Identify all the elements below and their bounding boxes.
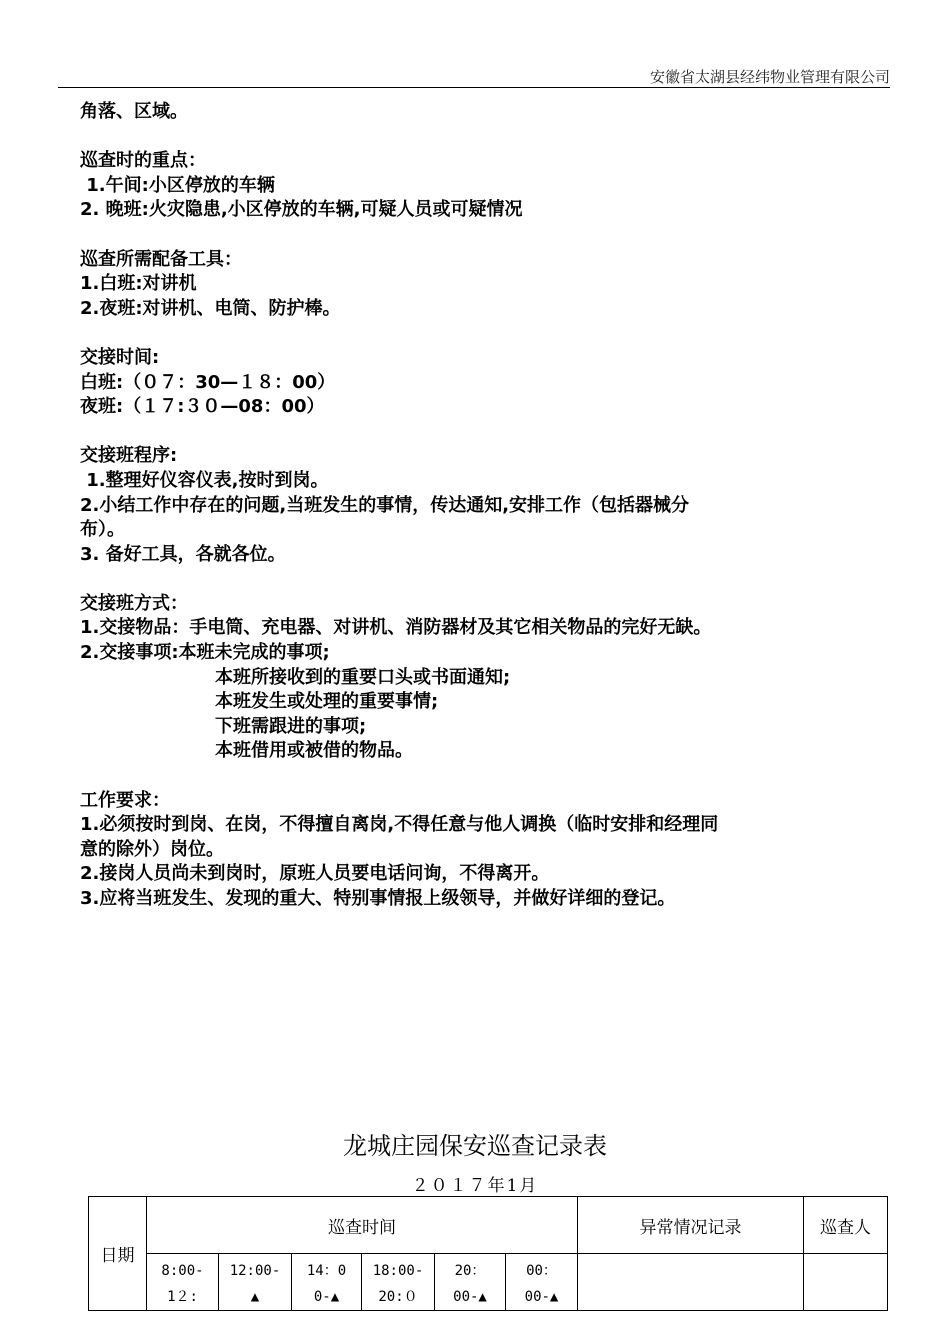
text-line: 1.白班:对讲机 [80,273,197,295]
text-line: 1.午间:小区停放的车辆 [80,174,275,196]
time-slot: 00： 00-▲ [506,1254,578,1311]
text-line: 角落、区域。 [80,101,188,122]
table-date: ２０１７年1月 [411,1176,539,1196]
header-abnormal-record: 异常情况记录 [578,1197,804,1254]
text-line: 2.交接事项:本班未完成的事项; [80,642,330,664]
text-line: 巡查所需配备工具： [80,248,242,270]
text-line: 2.小结工作中存在的问题,当班发生的事情，传达通知,安排工作（包括器械分 [80,494,690,516]
text-line: 交接班方式： [80,592,188,614]
blank-line [80,223,880,248]
text-line: 1.整理好仪容仪表,按时到岗。 [80,469,329,491]
text-line: 2. 晚班:火灾隐患,小区停放的车辆,可疑人员或可疑情况 [80,199,523,221]
document-body [80,100,880,912]
patrol-record-table [88,1196,888,1311]
inspector-cell[interactable] [804,1254,888,1311]
text-line: 2.接岗人员尚未到岗时，原班人员要电话问询，不得离开。 [80,863,550,885]
table-title: 龙城庄园保安巡查记录表 [343,1132,607,1160]
text-line: 3.应将当班发生、发现的重大、特别事情报上级领导，并做好详细的登记。 [80,888,676,909]
time-slot: 8:00- 1２: [147,1254,219,1311]
header-divider [58,87,890,88]
text-line: 本班借用或被借的物品。 [215,740,413,762]
header-inspector: 巡查人 [804,1197,888,1254]
text-line: 巡查时的重点： [80,150,206,172]
text-line: 夜班:（１７:３０—08：00） [80,396,325,418]
company-name: 安徽省太湖县经纬物业管理有限公司 [649,68,890,86]
text-line: 本班所接收到的重要口头或书面通知; [215,666,511,688]
blank-line [80,321,880,346]
text-line: 1.必须按时到岗、在岗，不得擅自离岗,不得任意与他人调换（临时安排和经理同 [80,814,719,836]
blank-line [80,420,880,445]
text-line: 布）。 [80,519,125,541]
time-slot: 12:00- ▲ [219,1254,292,1311]
text-line: 白班:（０７：30—１８：00） [80,371,336,393]
text-line: 1.交接物品：手电筒、充电器、对讲机、消防器材及其它相关物品的完好无缺。 [80,617,712,639]
text-line: 交接时间: [80,346,160,368]
text-line: 工作要求： [80,789,170,811]
text-line: 3. 备好工具，各就各位。 [80,543,286,565]
text-line: 下班需跟进的事项; [215,715,367,737]
header-date: 日期 [89,1197,147,1311]
text-line: 意的除外）岗位。 [80,838,224,860]
time-slot: 18:00- 20:０ [362,1254,435,1311]
blank-line [80,764,880,789]
text-line: 交接班程序: [80,445,178,467]
header-patrol-time: 巡查时间 [147,1197,578,1254]
time-slot: 14：0 0-▲ [292,1254,362,1311]
blank-line [80,125,880,150]
abnormal-record-cell[interactable] [578,1254,804,1311]
blank-line [80,567,880,592]
text-line: 本班发生或处理的重要事情; [215,691,439,713]
text-line: 2.夜班:对讲机、电筒、防护棒。 [80,297,341,319]
time-slot: 20： 00-▲ [435,1254,506,1311]
